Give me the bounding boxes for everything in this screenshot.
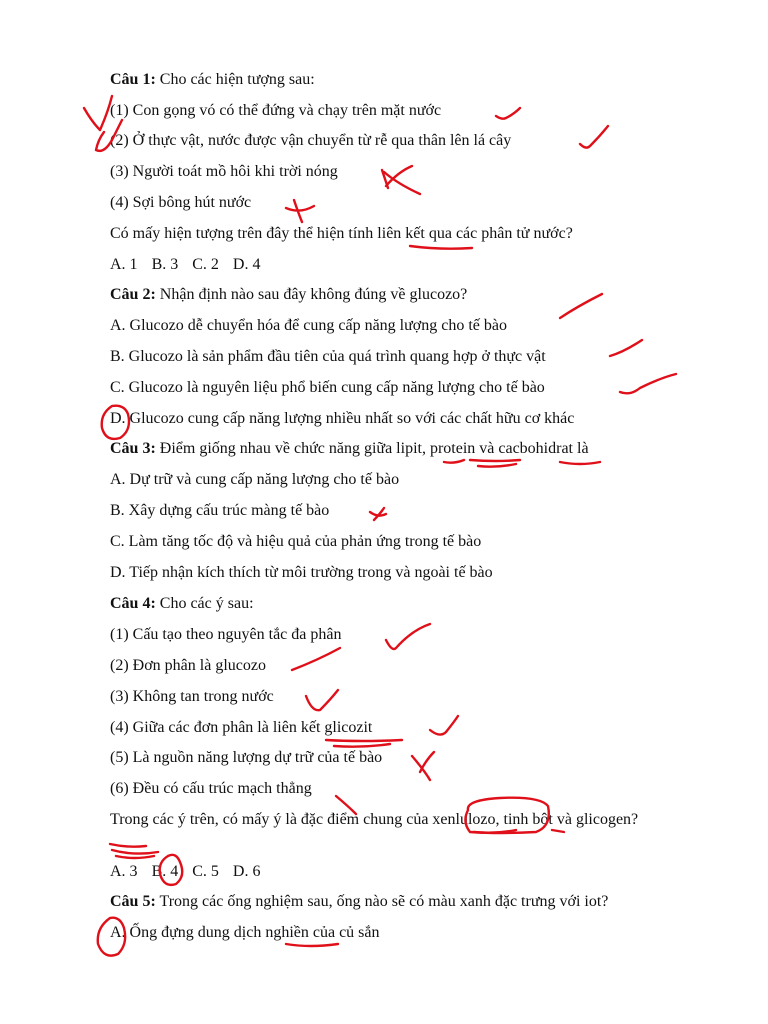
q4-item-3: (3) Không tan trong nước	[110, 688, 274, 705]
q1-item-4: (4) Sợi bông hút nước	[110, 194, 252, 211]
cross-mark	[286, 200, 314, 222]
q1-prompt: Có mấy hiện tượng trên đây thể hiện tính liên kết qua các phân tử nước?	[110, 225, 573, 242]
q4-item-6: (6) Đều có cấu trúc mạch thẳng	[110, 780, 312, 797]
underline-mark	[286, 944, 338, 946]
q2-option-d: D. Glucozo cung cấp năng lượng nhiều nhất so với các chất hữu cơ khác	[110, 410, 575, 427]
option-a: A. 1	[110, 256, 138, 273]
check-mark	[610, 340, 642, 356]
q4-item-4: (4) Giữa các đơn phân là liên kết glicozit	[110, 719, 373, 736]
check-mark	[84, 96, 112, 130]
option-c: C. 5	[192, 863, 219, 880]
q5-option-a: A. Ống đựng dung dịch nghiền của củ sắn	[110, 924, 380, 941]
question-1-title: Câu 1: Cho các hiện tượng sau:	[110, 71, 315, 88]
q4-item-1: (1) Cấu tạo theo nguyên tắc đa phân	[110, 626, 342, 643]
underline-mark	[560, 462, 600, 464]
q1-options	[110, 255, 274, 275]
q3-option-c: C. Làm tăng tốc độ và hiệu quả của phản ứng trong tế bào	[110, 533, 482, 550]
q1-item-2: (2) Ở thực vật, nước được vận chuyển từ rễ qua thân lên lá cây	[110, 132, 512, 149]
option-c: C. 2	[192, 256, 219, 273]
q4-prompt: Trong các ý trên, có mấy ý là đặc điểm chung của xenlulozo, tinh bột và glicogen?	[110, 811, 639, 828]
option-d: D. 6	[232, 863, 261, 880]
q4-item-5: (5) Là nguồn năng lượng dự trữ của tế bào	[110, 749, 383, 766]
check-mark	[292, 648, 340, 670]
check-mark	[496, 108, 520, 119]
underline-mark	[326, 740, 402, 747]
option-d: D. 4	[232, 256, 261, 273]
cross-mark	[412, 752, 434, 780]
question-2-title: Câu 2: Nhận định nào sau đây không đúng về glucozo?	[110, 286, 468, 303]
q1-item-1: (1) Con gọng vó có thể đứng và chạy trên mặt nước	[110, 102, 442, 119]
q2-option-a: A. Glucozo dễ chuyển hóa để cung cấp năng lượng cho tế bào	[110, 317, 507, 334]
q3-option-b: B. Xây dựng cấu trúc màng tế bào	[110, 502, 330, 519]
option-b: B. 3	[151, 256, 179, 273]
q2-option-c: C. Glucozo là nguyên liệu phổ biến cung cấp năng lượng cho tế bào	[110, 379, 545, 396]
q3-option-d: D. Tiếp nhận kích thích từ môi trường trong và ngoài tế bào	[110, 564, 493, 581]
check-mark	[386, 624, 430, 649]
cross-mark	[370, 508, 386, 520]
option-a: A. 3	[110, 863, 138, 880]
check-mark	[620, 374, 676, 393]
option-b: B. 4	[151, 863, 179, 880]
underline-mark	[410, 246, 472, 249]
cross-mark	[382, 166, 420, 194]
check-mark	[560, 294, 602, 318]
question-3-title: Câu 3: Điểm giống nhau về chức năng giữa lipit, protein và cacbohidrat là	[110, 440, 589, 457]
check-mark	[430, 716, 458, 735]
strike-mark	[110, 844, 158, 858]
check-mark	[306, 690, 338, 710]
q4-options	[110, 862, 274, 882]
question-4-title: Câu 4: Cho các ý sau:	[110, 595, 254, 612]
underline-mark	[470, 460, 520, 467]
q2-option-b: B. Glucozo là sản phẩm đầu tiên của quá trình quang hợp ở thực vật	[110, 348, 546, 365]
underline-mark	[444, 460, 464, 463]
check-mark	[580, 126, 608, 148]
underline-mark	[474, 830, 516, 833]
q4-item-2: (2) Đơn phân là glucozo	[110, 657, 266, 674]
underline-mark	[552, 830, 564, 832]
question-5-title: Câu 5: Trong các ống nghiệm sau, ống nào sẽ có màu xanh đặc trưng với iot?	[110, 893, 609, 910]
q1-item-3: (3) Người toát mồ hôi khi trời nóng	[110, 163, 338, 180]
q3-option-a: A. Dự trữ và cung cấp năng lượng cho tế bào	[110, 471, 400, 488]
